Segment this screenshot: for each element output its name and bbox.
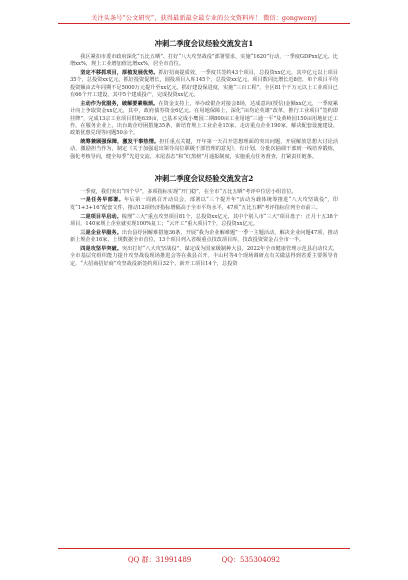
paragraph-text: 我区紧扣市委市政府深化“五比五晒”、打好“八大攻坚战役”部署要求，实施“1620”行动，一季度GDPxx亿元、比增xx%，规上工业增加值比增xx%，居全市首位。: [70, 54, 338, 68]
paragraph-lead: 三是企业早服务。: [80, 229, 122, 236]
header-banner[interactable]: 关注头条号“公文研究”，获得最新最全最专业的公文资料库！ 微信：gongwenyj: [91, 15, 317, 22]
section-gap: [70, 163, 338, 169]
document-body: [70, 34, 338, 269]
paragraph-text: 抓好招商提质效，一季度共签约43个项目，总投资xx亿元，其中亿元以上项目35个，总投资xx亿元，抓好投资促增长，圆投项目入库145个，总投资xx亿元，项目数同比增长近8倍，单个项目平均投资额由去年同期不足5000万元提升至xx亿元。抓好建设保进度，实施“三百工程”，全区81个千万元以上工业项目已有66个开工建设，其中5个建成投产，完成投资xx亿元。: [70, 70, 338, 99]
header-divider: [58, 23, 350, 24]
paragraph-text: 一季度，我们突出“四个早”，多项指标实现“开门稳”，在全市“五比五晒”考评中位居小组首位。: [80, 188, 297, 195]
doc1-paragraph: [70, 101, 338, 137]
paragraph-text: 在资金支持上，举办政银企对接会8场，达成意向(授信)金额xx亿元，一季度累计向上争取资金xx亿元，其中，政府债券资金6亿元。在用地保障上，深化“亩均论英雄”改革，推行工业项目“签约即挂牌”，完成13宗工业项目供地639亩，已基本完成小鹰园二期800亩工业用地“三通一平”及黄岭园150亩用地征迁工作。在服务企业上，出台助企纾困措施35条，新培育规上工业企业15家，走访重点企业190家，解决配套设施建设、政策优惠兑现等问题50余个。: [70, 100, 339, 137]
doc2-paragraph: [70, 189, 338, 196]
paragraph-text: 年后第一周就召开动员会，部署以“三个提升年”活动为载体统筹推进“八大攻坚战役”，印发“1+3+16”配套文件，推动12项经济指标增幅高于全市平均水平，47项“五比五晒”考评指标位列全市前三。: [70, 197, 339, 211]
doc2-paragraph: [70, 230, 338, 245]
paragraph-text: 梳理“三大”重点攻坚项目81个，总投资xx亿元，其中个别人市“三大”项目盘子：正月十五38个项目，140家规上企业就实现100%复工；“云开工”重大项目7个，总投资xx亿元。: [70, 213, 339, 227]
footer-qq: QQ：535304092: [221, 556, 281, 564]
doc1-paragraph: [70, 54, 338, 69]
paragraph-lead: 坚定不移抓项目，厚植发展优势。: [80, 70, 159, 77]
doc2-paragraph: [70, 246, 338, 268]
doc2-paragraph: [70, 214, 338, 229]
footer-divider: [58, 548, 350, 549]
footer: [0, 555, 408, 565]
doc1-paragraph: [70, 70, 338, 99]
paragraph-lead: 一是任务早部署。: [80, 197, 125, 204]
doc1-title: 冲刺二季度会议经验交流发言1: [154, 39, 254, 48]
doc2-paragraph: [70, 197, 338, 212]
paragraph-lead: 二是项目早启动。: [80, 213, 122, 220]
doc2-title: 冲刺二季度会议经验交流发言2: [154, 173, 254, 183]
paragraph-lead: 统筹兼顾强保障，激发干事热情。: [80, 139, 160, 146]
footer-qq-group: QQ 群：31991489: [127, 556, 192, 564]
paragraph-text: 担任重点关键，开年第一天召开思想理面的突出问题，开展解放思想大讨论活动，激励担当作为，制定《关于加强退出领导岗位职级干部管理的意见》，有计划、分批次抽调干部到一线培养锻炼，强化考核导向，健全每季“先进交流、末尾表态”和“红黑榜”月通报制度，实施重点任务督查，打紧责任链条。: [70, 139, 339, 160]
paragraph-text: 突出打好“八大攻坚战役”，谋定成为国家级制种大县，2022年全市健康管理示范县启动仪式，全市基层党组织能力提升攻坚战役现场推进会等在我县召开。丰山村等4个现场调研点有关做法得到省委主要领导肯定，“大招商招好商”攻坚战役新签约项目32个、新开工项目14个，总投资: [70, 245, 338, 267]
paragraph-lead: 主动作为优服务，破解要素瓶颈。: [80, 100, 159, 107]
paragraph-lead: 四是攻坚早突破。: [80, 245, 122, 252]
paragraph-text: 出台县纾困解难措施36条，开展“我为企业解难题”一季一主题活动，解决企业问题47项，推动新上规企业16家，上规数据全市首位，13个项目列入省级重点技改项目库，技改投资资金占全市一半。: [70, 229, 339, 244]
doc1-paragraph: [70, 139, 338, 161]
